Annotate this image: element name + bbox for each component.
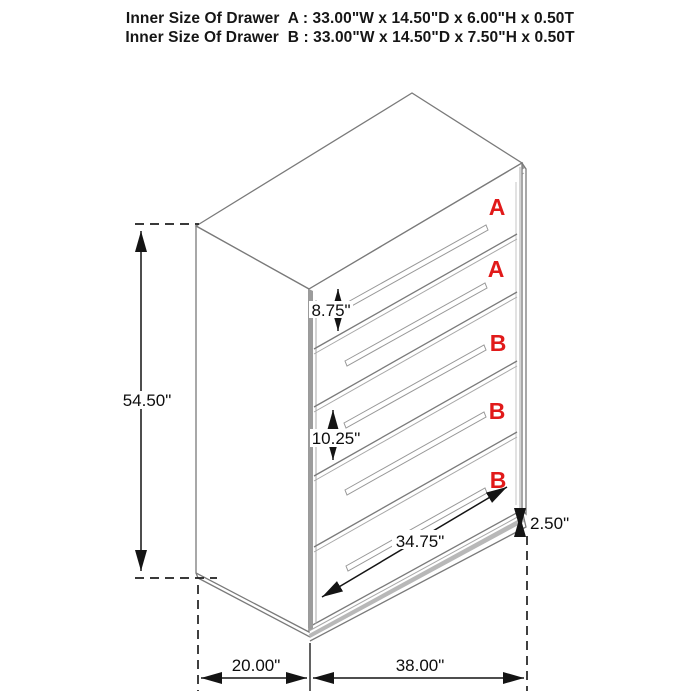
drawer-label-b3: B (489, 467, 507, 493)
width-label: 38.00" (395, 656, 445, 675)
drawer-label-b2: B (488, 398, 506, 424)
overall-height-label: 54.50" (122, 391, 172, 410)
drawer-label-a2: A (487, 256, 505, 282)
drawer-width-label: 34.75" (395, 532, 445, 551)
base-height-label: 2.50" (530, 514, 570, 533)
drawer-a-height-label: 8.75" (311, 301, 351, 320)
drawer-label-a1: A (488, 194, 506, 220)
dimension-base-height (520, 514, 569, 533)
drawer-b-height-label: 10.25" (311, 429, 361, 448)
chest-drawing (196, 93, 526, 641)
chest-side-panel (196, 226, 309, 632)
drawer-a-inner-size-title: Inner Size Of Drawer A : 33.00"W x 14.50"D x 6.00"H x 0.50T (125, 10, 575, 27)
depth-label: 20.00" (231, 656, 281, 675)
drawer-b-inner-size-title: Inner Size Of Drawer B : 33.00"W x 14.50"D x 7.50"H x 0.50T (125, 29, 575, 46)
front-left-stile-shading (309, 289, 313, 631)
drawer-label-b1: B (489, 330, 507, 356)
